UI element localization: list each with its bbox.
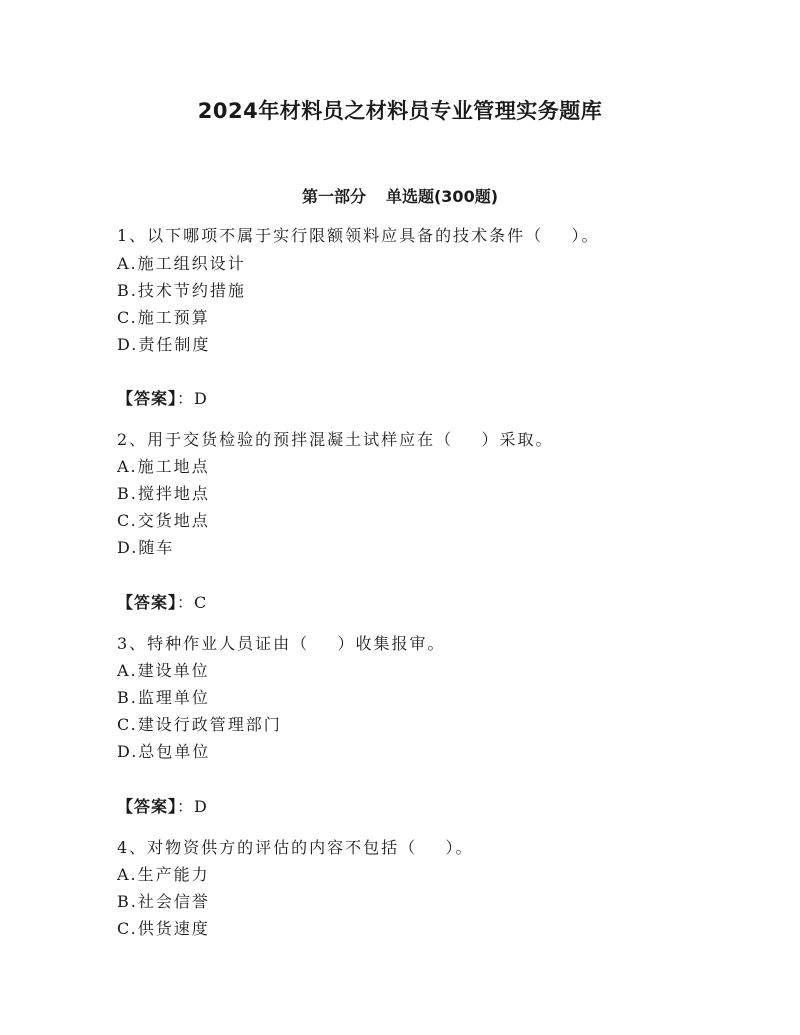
question-stem: 3、特种作业人员证由（ ）收集报审。 <box>117 634 446 653</box>
question-option: D.随车 <box>117 538 175 557</box>
section-part: 第一部分 <box>301 187 366 206</box>
question-option: A.建设单位 <box>117 661 210 680</box>
question-option: C.建设行政管理部门 <box>117 715 282 734</box>
answer-separator: ： <box>177 593 195 612</box>
question-stem: 4、对物资供方的评估的内容不包括（ ）。 <box>117 838 474 857</box>
question-option: A.施工地点 <box>117 457 210 476</box>
answer-value: D <box>194 797 208 816</box>
page-title: 2024年材料员之材料员专业管理实务题库 <box>197 99 603 123</box>
section-heading <box>0 184 800 207</box>
answer-label: 【答案】 <box>117 593 178 612</box>
answer-separator: ： <box>177 389 195 408</box>
question-option: D.总包单位 <box>117 742 211 761</box>
answer-separator: ： <box>177 797 195 816</box>
question-option: B.社会信誉 <box>117 892 210 911</box>
answer-label: 【答案】 <box>117 389 178 408</box>
answer-line <box>117 797 208 817</box>
question-option: B.搅拌地点 <box>117 484 210 503</box>
section-name: 单选题(300题) <box>385 187 499 206</box>
answer-value: D <box>194 389 208 408</box>
question-stem: 2、用于交货检验的预拌混凝土试样应在（ ）采取。 <box>117 430 554 449</box>
question-option: C.供货速度 <box>117 919 210 938</box>
answer-label: 【答案】 <box>117 797 178 816</box>
answer-line <box>117 389 208 409</box>
question-stem: 1、以下哪项不属于实行限额领料应具备的技术条件（ ）。 <box>117 226 600 245</box>
question-option: B.监理单位 <box>117 688 210 707</box>
answer-value: C <box>194 593 208 612</box>
question-option: A.施工组织设计 <box>117 254 246 273</box>
question-option: B.技术节约措施 <box>117 281 246 300</box>
question-option: C.施工预算 <box>117 308 210 327</box>
question-option: D.责任制度 <box>117 335 211 354</box>
question-option: C.交货地点 <box>117 511 210 530</box>
question-option: A.生产能力 <box>117 865 210 884</box>
answer-line <box>117 593 207 613</box>
